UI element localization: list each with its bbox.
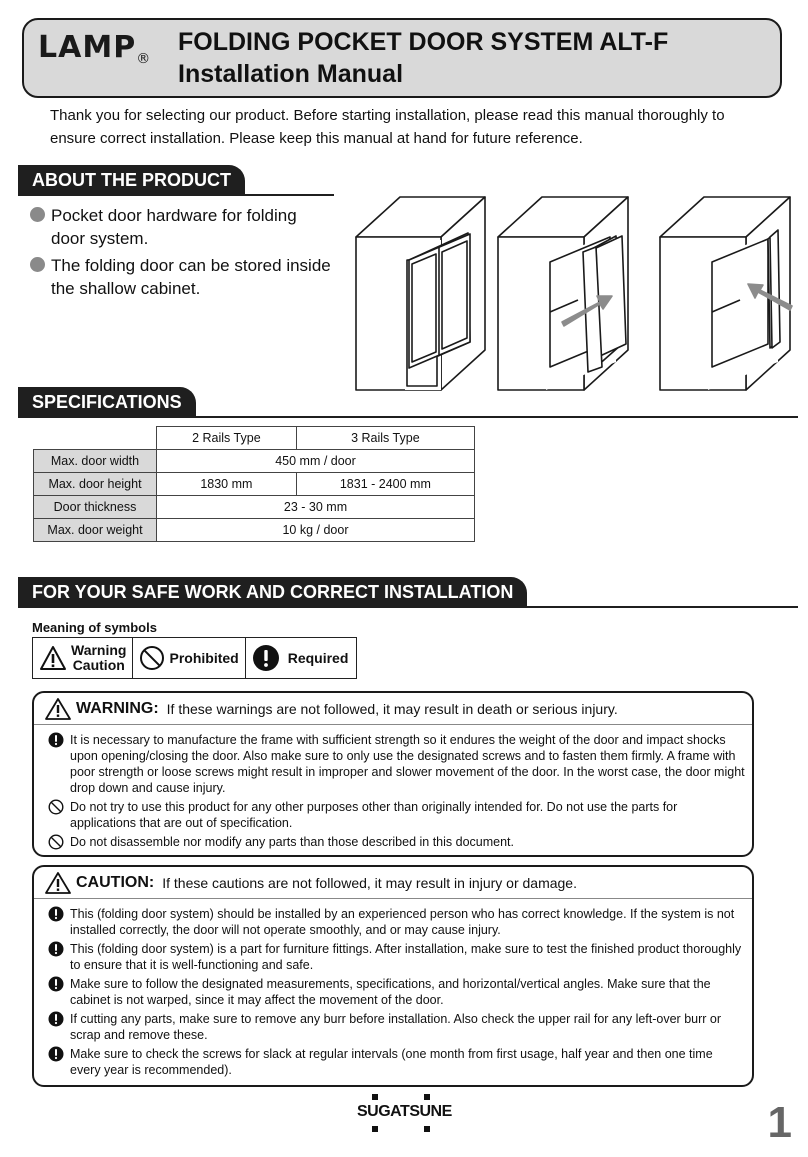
cabinet-closed-drawing xyxy=(356,197,485,390)
caution-items xyxy=(48,906,746,1078)
bullet-dot-icon xyxy=(30,257,45,272)
list-item: Make sure to check the screws for slack at regular intervals (one month from first usage, half year and then one time every year is recommended). xyxy=(48,1046,746,1078)
warning-items xyxy=(48,732,746,850)
symbol-warning: Warning Caution xyxy=(33,638,133,678)
brand-logo: LAMP® xyxy=(38,30,152,67)
warning-box-header xyxy=(34,693,752,725)
list-item: Make sure to follow the designated measurements, specifications, and horizontal/vertical angles. Make sure that the cabinet is not warped, since it may affect the movement of the door. xyxy=(48,976,746,1008)
list-item: If cutting any parts, make sure to remove any burr before installation. Also check the upper rail for any left-over burr or scrap and remove these. xyxy=(48,1011,746,1043)
document-title: FOLDING POCKET DOOR SYSTEM ALT-F xyxy=(178,28,669,56)
section-heading-specifications: SPECIFICATIONS xyxy=(18,387,196,417)
list-item: It is necessary to manufacture the frame with sufficient strength so it endures the weight of the door and impact shocks upon opening/closing the door. Also make sure to only use the designated screws and to fasten them firmly. A frame with poor strength or loose screws might result in improper and slower movement of the door. In the worst case, the door might drop down and cause injury. xyxy=(48,732,746,796)
table-cell: 1830 mm xyxy=(157,473,297,496)
symbol-prohibited: Prohibited xyxy=(133,638,245,678)
symbols-legend xyxy=(32,637,357,679)
cabinet-illustration xyxy=(350,192,800,397)
column-header: 2 Rails Type xyxy=(157,427,297,450)
list-item: Do not disassemble nor modify any parts than those described in this document. xyxy=(48,834,746,850)
table-row xyxy=(34,450,475,473)
row-header: Door thickness xyxy=(34,496,157,519)
caution-message: If these cautions are not followed, it may result in injury or damage. xyxy=(162,874,577,891)
specifications-table xyxy=(33,426,475,542)
list-item: This (folding door system) should be installed by an experienced person who has correct knowledge. If the system is not installed correctly, the door will not operate smoothly, and or may cause injury. xyxy=(48,906,746,938)
bullet-dot-icon xyxy=(30,207,45,222)
table-row xyxy=(34,473,475,496)
about-bullets: Pocket door hardware for folding door system. The folding door can be stored inside the shallow cabinet. xyxy=(30,204,340,300)
required-icon xyxy=(48,1011,64,1027)
symbol-required: Required xyxy=(246,638,357,678)
document-subtitle: Installation Manual xyxy=(178,60,404,88)
warning-message: If these warnings are not followed, it may result in death or serious injury. xyxy=(166,700,618,717)
caution-keyword: CAUTION: xyxy=(76,873,155,891)
table-row xyxy=(34,519,475,542)
list-item: This (folding door system) is a part for furniture fittings. After installation, make sure to test the finished product thoroughly to ensure that it is well-functioning and safe. xyxy=(48,941,746,973)
required-icon xyxy=(48,941,64,957)
table-cell: 1831 - 2400 mm xyxy=(296,473,474,496)
maker-logo-dots xyxy=(372,1093,432,1101)
column-header: 3 Rails Type xyxy=(296,427,474,450)
warning-box xyxy=(32,691,754,857)
warning-triangle-icon xyxy=(39,645,67,671)
table-cell: 23 - 30 mm xyxy=(157,496,475,519)
section-rule xyxy=(18,606,798,608)
required-icon xyxy=(252,644,280,672)
required-icon xyxy=(48,906,64,922)
list-item: Pocket door hardware for folding xyxy=(30,204,340,227)
section-heading-about: ABOUT THE PRODUCT xyxy=(18,165,245,195)
row-header: Max. door weight xyxy=(34,519,157,542)
caution-box-header xyxy=(34,867,752,899)
section-heading-safety: FOR YOUR SAFE WORK AND CORRECT INSTALLATION xyxy=(18,577,527,607)
warning-triangle-icon xyxy=(44,871,72,895)
table-cell: 450 mm / door xyxy=(157,450,475,473)
list-item: Do not try to use this product for any other purposes other than originally intended for. Do not use the parts for applications that are out of specification. xyxy=(48,799,746,831)
table-row xyxy=(34,496,475,519)
cabinet-stored-drawing xyxy=(660,197,790,390)
table-cell: 10 kg / door xyxy=(157,519,475,542)
required-icon xyxy=(48,976,64,992)
warning-keyword: WARNING: xyxy=(76,699,159,717)
maker-logo-dots xyxy=(372,1125,432,1133)
page-number: 1 xyxy=(767,1098,792,1147)
row-header: Max. door width xyxy=(34,450,157,473)
prohibited-icon xyxy=(48,834,64,850)
symbols-title: Meaning of symbols xyxy=(32,620,157,635)
section-rule xyxy=(18,194,334,196)
cabinet-opening-drawing xyxy=(498,197,628,390)
warning-triangle-icon xyxy=(44,697,72,721)
prohibited-icon xyxy=(48,799,64,815)
caution-box xyxy=(32,865,754,1087)
section-rule xyxy=(18,416,798,418)
intro-text: Thank you for selecting our product. Before starting installation, please read this manual thoroughly to ensure correct installation. Please keep this manual at hand for future reference. xyxy=(50,107,725,147)
prohibited-icon xyxy=(139,645,165,671)
required-icon xyxy=(48,1046,64,1062)
row-header: Max. door height xyxy=(34,473,157,496)
list-item: The folding door can be stored inside xyxy=(30,254,340,277)
table-row xyxy=(34,427,475,450)
maker-logo: SUGATSUNE xyxy=(357,1103,452,1120)
required-icon xyxy=(48,732,64,748)
